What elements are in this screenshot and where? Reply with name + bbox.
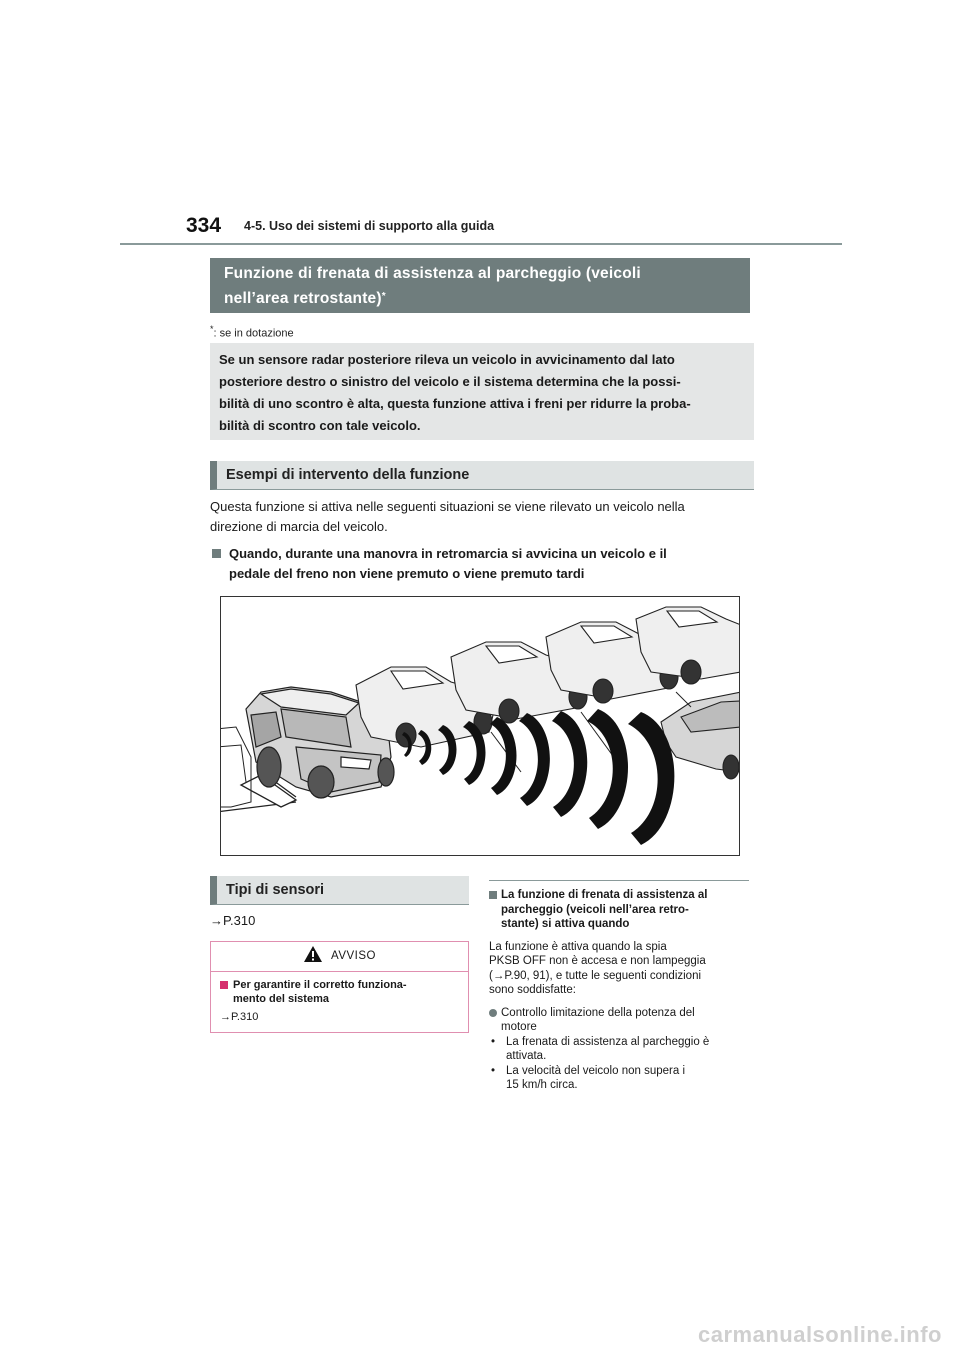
header-rule [120,243,842,245]
intro-line: bilità di scontro con tale veicolo. [219,418,421,433]
paragraph-line: direzione di marcia del veicolo. [210,519,388,534]
warning-title [211,942,468,972]
warning-box [210,941,469,1033]
bullet-line: Quando, durante una manovra in retromarcia si avvicina un veicolo e il [229,546,667,561]
bullet-line: pedale del freno non viene premuto o viene premuto tardi [229,566,585,581]
radar-waves-icon [402,709,674,845]
paragraph-line: (→P.90, 91), e tutte le seguenti condizioni [489,969,702,982]
dot-bullet-icon: • [491,1035,496,1048]
sub-condition-line: attivata. [506,1050,547,1062]
intro-line: bilità di uno scontro è alta, questa funzione attiva i freni per ridurre la proba- [219,396,691,411]
square-bullet-icon [489,891,497,899]
conditions-paragraph [489,940,749,998]
warning-triangle-icon [303,945,323,963]
column-rule [489,880,749,881]
examples-paragraph [210,497,758,537]
activation-conditions [489,880,749,1093]
footnote-asterisk: * [210,324,214,334]
title-asterisk: * [381,291,386,302]
paragraph-line: Questa funzione si attiva nelle seguenti situazioni se viene rilevato un veicolo nella [210,499,685,514]
warning-title-text: AVVISO [331,950,376,962]
warning-item [220,978,460,1006]
condition-line: Controllo limitazione della potenza del [501,1006,695,1019]
paragraph-line: PKSB OFF non è accesa e non lampeggia [489,955,706,967]
intro-line: Se un sensore radar posteriore rileva un veicolo in avvicinamento dal lato [219,352,675,367]
section-title: 4-5. Uso dei sistemi di supporto alla guida [244,219,495,233]
parking-illustration [220,596,740,856]
footnote [210,324,294,340]
title-line-2: nell’area retrostante)* [224,290,386,307]
page-title [210,258,750,313]
square-bullet-icon [220,981,228,989]
example-bullet [212,544,752,584]
sub-condition-line: 15 km/h circa. [506,1079,578,1091]
title-line-1: Funzione di frenata di assistenza al parcheggio (veicoli [224,265,641,282]
heading-line: stante) si attiva quando [501,918,630,930]
sensors-page-reference[interactable]: →P.310 [210,913,256,928]
watermark: carmanualsonline.info [698,1322,942,1347]
examples-heading: Esempi di intervento della funzione [210,461,754,490]
paragraph-line: La funzione è attiva quando la spia [489,940,667,953]
sensors-heading: Tipi di sensori [210,876,469,905]
warning-item-line: Per garantire il corretto funziona- [233,979,407,991]
sub-condition-line: La velocità del veicolo non supera i [506,1064,686,1077]
sub-condition-line: La frenata di assistenza al parcheggio è [506,1035,710,1048]
page-number: 334 [186,214,222,237]
heading-line: parcheggio (veicoli nell’area retro- [501,903,689,916]
warning-item-line: mento del sistema [233,993,329,1005]
conditions-heading [489,888,749,932]
footnote-text: : se in dotazione [213,327,294,340]
square-bullet-icon [212,549,221,558]
sub-condition-item [489,1064,749,1093]
warning-page-reference[interactable]: →P.310 [220,1011,259,1023]
condition-line: motore [501,1021,537,1033]
sub-condition-item [489,1035,749,1064]
intro-box [210,343,754,440]
intro-line: posteriore destro o sinistro del veicolo e il sistema determina che la possi- [219,374,681,389]
heading-line: La funzione di frenata di assistenza al [501,889,708,901]
dot-bullet-icon: • [491,1064,496,1077]
paragraph-line: sono soddisfatte: [489,984,576,996]
parking-scene [221,597,739,855]
condition-item [489,1006,749,1035]
circle-bullet-icon [489,1009,497,1017]
